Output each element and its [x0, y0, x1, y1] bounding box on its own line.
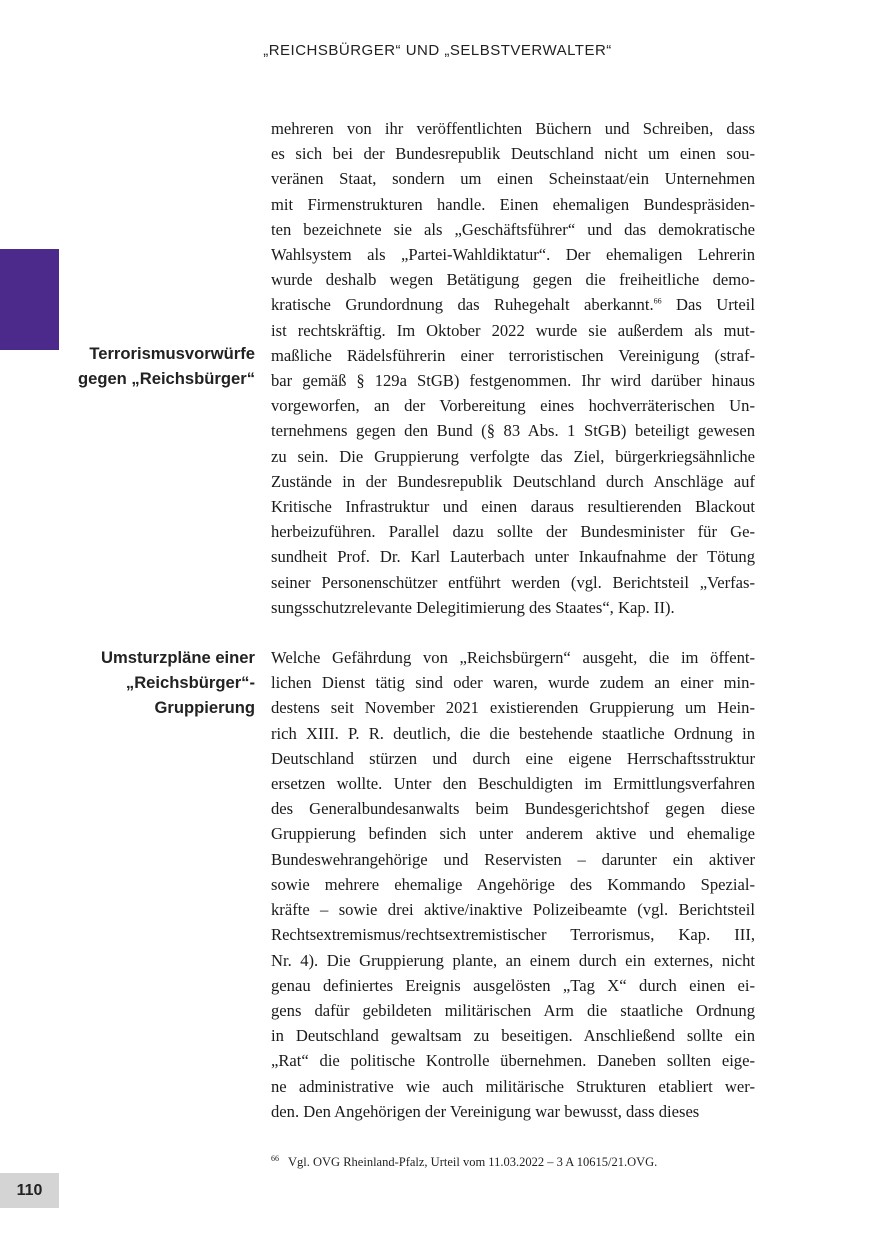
- text-line: Wahlsystem als „Partei-Wahldiktatur“. Der ehemaligen Lehrerin: [271, 245, 755, 265]
- text-line: Deutschland stürzen und durch eine eigene Herrschaftsstruktur: [271, 748, 755, 768]
- text-line: ist rechtskräftig. Im Oktober 2022 wurde sie außerdem als mut-: [271, 320, 755, 340]
- text-line: bar gemäß § 129a StGB) festgenommen. Ihr wird darüber hinaus: [271, 371, 755, 391]
- text-line: sundheit Prof. Dr. Karl Lauterbach unter Inkaufnahme der Tötung: [271, 547, 755, 567]
- text-line: mit Firmenstrukturen handle. Einen ehemaligen Bundespräsiden-: [271, 194, 755, 214]
- text-line: ne administrative wie auch militärische Strukturen etabliert wer-: [271, 1076, 755, 1096]
- text-line: seiner Personenschützer entführt werden (vgl. Berichtsteil „Verfas-: [271, 572, 755, 592]
- marginal-heading-line: gegen „Reichsbürger“: [77, 369, 255, 389]
- marginal-heading-line: Terrorismusvorwürfe: [89, 344, 255, 363]
- text-line: ternehmens gegen den Bund (§ 83 Abs. 1 StGB) beteiligt gewesen: [271, 421, 755, 441]
- marginal-heading-line: Gruppierung: [154, 698, 255, 718]
- marginal-heading-line: „Reichsbürger“-: [125, 673, 255, 693]
- text-line: Gruppierung befinden sich unter anderem aktive und ehemalige: [271, 824, 755, 844]
- running-header: [0, 42, 875, 59]
- text-line: Zustände in der Bundesrepublik Deutschland durch Anschläge auf: [271, 471, 755, 491]
- text-line: Kritische Infrastruktur und einen daraus resultierenden Blackout: [271, 497, 755, 517]
- page-number: 110: [0, 1173, 59, 1208]
- text-line: des Generalbundesanwalts beim Bundesgerichtshof gegen diese: [271, 799, 755, 819]
- text-line: gens dafür gebildeten militärischen Arm die staatliche Ordnung: [271, 1000, 755, 1020]
- text-line: Welche Gefährdung von „Reichsbürgern“ ausgeht, die im öffent-: [271, 648, 755, 668]
- main-body-text: [271, 116, 755, 1124]
- text-line: sungsschutzrelevante Delegitimierung des Staates“, Kap. II).: [271, 597, 675, 617]
- text-line: mehreren von ihr veröffentlichten Büchern und Schreiben, dass: [271, 119, 755, 138]
- text-line: wurde deshalb wegen Betätigung gegen die freiheitliche demo-: [271, 270, 755, 290]
- text-line: destens seit November 2021 existierenden Gruppierung um Hein-: [271, 698, 755, 718]
- marginal-heading-line: Umsturzpläne einer: [101, 648, 255, 667]
- text-line: herbeizuführen. Parallel dazu sollte der Bundesminister für Ge-: [271, 522, 755, 542]
- text-line: rich XIII. P. R. deutlich, die die bestehende staatliche Ordnung in: [271, 723, 755, 743]
- text-line: ten bezeichnete sie als „Geschäftsführer“ und das demokratische: [271, 219, 755, 239]
- text-line: den. Den Angehörigen der Vereinigung war bewusst, dass dieses: [271, 1101, 700, 1121]
- text-line: zu sein. Die Gruppierung verfolgte das Ziel, bürgerkriegsähnliche: [271, 446, 755, 466]
- text-line: kratische Grundordnung das Ruhegehalt aberkannt.$^{66}$ Das Urteil: [271, 295, 755, 315]
- text-line: Nr. 4). Die Gruppierung plante, an einem durch ein externes, nicht: [271, 950, 755, 970]
- marginal-heading-terrorism: [65, 341, 255, 391]
- footnote: [271, 1154, 657, 1170]
- text-line: in Deutschland gewaltsam zu beseitigen. Anschließend sollte ein: [271, 1026, 755, 1046]
- text-line: veränen Staat, sondern um einen Scheinstaat/ein Unternehmen: [271, 169, 755, 189]
- text-line: maßliche Rädelsführerin einer terroristischen Vereinigung (straf-: [271, 345, 755, 365]
- text-line: ersetzen wollte. Unter den Beschuldigten im Ermittlungsverfahren: [271, 774, 755, 794]
- footnote-text: Vgl. OVG Rheinland-Pfalz, Urteil vom 11.03.2022 – 3 A 10615/21.OVG.: [288, 1155, 658, 1170]
- text-line: Bundeswehrangehörige und Reservisten – darunter ein aktiver: [271, 849, 755, 869]
- marginal-heading-coup-plans: [65, 645, 255, 721]
- text-line: vorgeworfen, an der Vorbereitung eines hochverräterischen Un-: [271, 396, 755, 416]
- footnote-number: 66: [271, 1154, 279, 1163]
- text-line: lichen Dienst tätig sind oder waren, wurde zudem an einer min-: [271, 673, 755, 693]
- chapter-marker: [0, 249, 59, 350]
- running-title: „REICHSBÜRGER“ UND „SELBSTVERWALTER“: [263, 42, 612, 59]
- text-fragment: Das Urteil: [661, 295, 755, 315]
- text-line: „Rat“ die politische Kontrolle übernehmen. Daneben sollten eige-: [271, 1051, 755, 1071]
- text-line: Rechtsextremismus/rechtsextremistischer Terrorismus, Kap. III,: [271, 925, 755, 945]
- footnote-reference[interactable]: 66: [653, 296, 662, 306]
- text-line: es sich bei der Bundesrepublik Deutschland nicht um einen sou-: [271, 144, 755, 164]
- text-line: sowie mehrere ehemalige Angehörige des Kommando Spezial-: [271, 874, 755, 894]
- paragraph-2: [271, 645, 755, 1124]
- text-line: kräfte – sowie drei aktive/inaktive Polizeibeamte (vgl. Berichtsteil: [271, 900, 755, 920]
- paragraph-1: [271, 116, 755, 620]
- text-line: genau definiertes Ereignis ausgelösten „Tag X“ durch einen ei-: [271, 975, 755, 995]
